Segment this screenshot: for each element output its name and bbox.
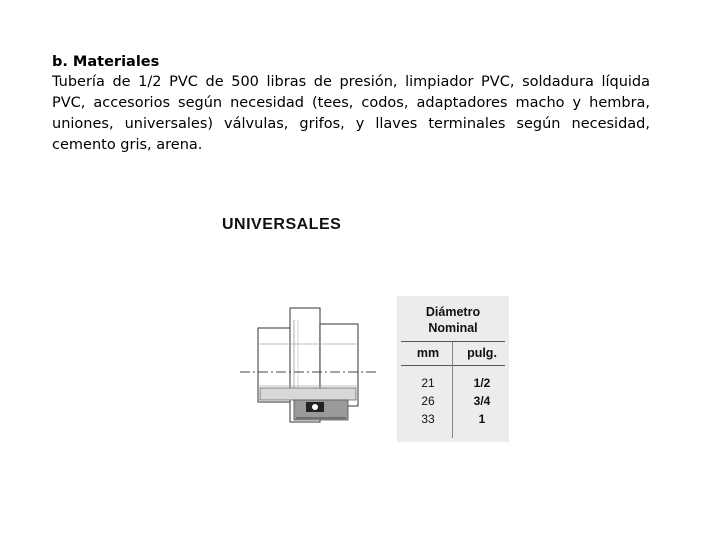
section-heading: b. Materiales	[52, 54, 160, 70]
header-divider	[401, 341, 505, 342]
table-header-nominal: Nominal	[428, 321, 478, 335]
materials-paragraph	[52, 72, 650, 156]
column-header-mm: mm	[416, 346, 440, 360]
table-cell-pulg: 1	[478, 412, 486, 426]
table-cell-pulg: 3/4	[473, 394, 491, 408]
table-cell-mm: 33	[421, 412, 435, 426]
paragraph-line: llaves terminales según necesidad, cemento gris, arena.	[52, 116, 650, 153]
column-header-pulg: pulg.	[467, 346, 497, 360]
table-cell-mm: 26	[421, 394, 435, 408]
table-header-diametro: Diámetro	[425, 305, 481, 319]
figure-title: UNIVERSALES	[222, 216, 342, 233]
paragraph-line: adaptadores macho y hembra, uniones, universales) válvulas, grifos, y	[52, 95, 651, 132]
table-cell-pulg: 1/2	[473, 376, 491, 390]
materials-section	[52, 52, 650, 156]
diameter-table	[397, 296, 509, 442]
paragraph-line: soldadura líquida PVC, accesorios según necesidad (tees, codos,	[52, 74, 651, 111]
pvc-union-drawing-icon	[236, 300, 380, 442]
column-divider	[452, 342, 453, 438]
table-cell-mm: 21	[421, 376, 435, 390]
column-header-divider	[401, 365, 505, 366]
paragraph-line: Tubería de 1/2 PVC de 500 libras de presión, limpiador PVC,	[52, 74, 515, 90]
